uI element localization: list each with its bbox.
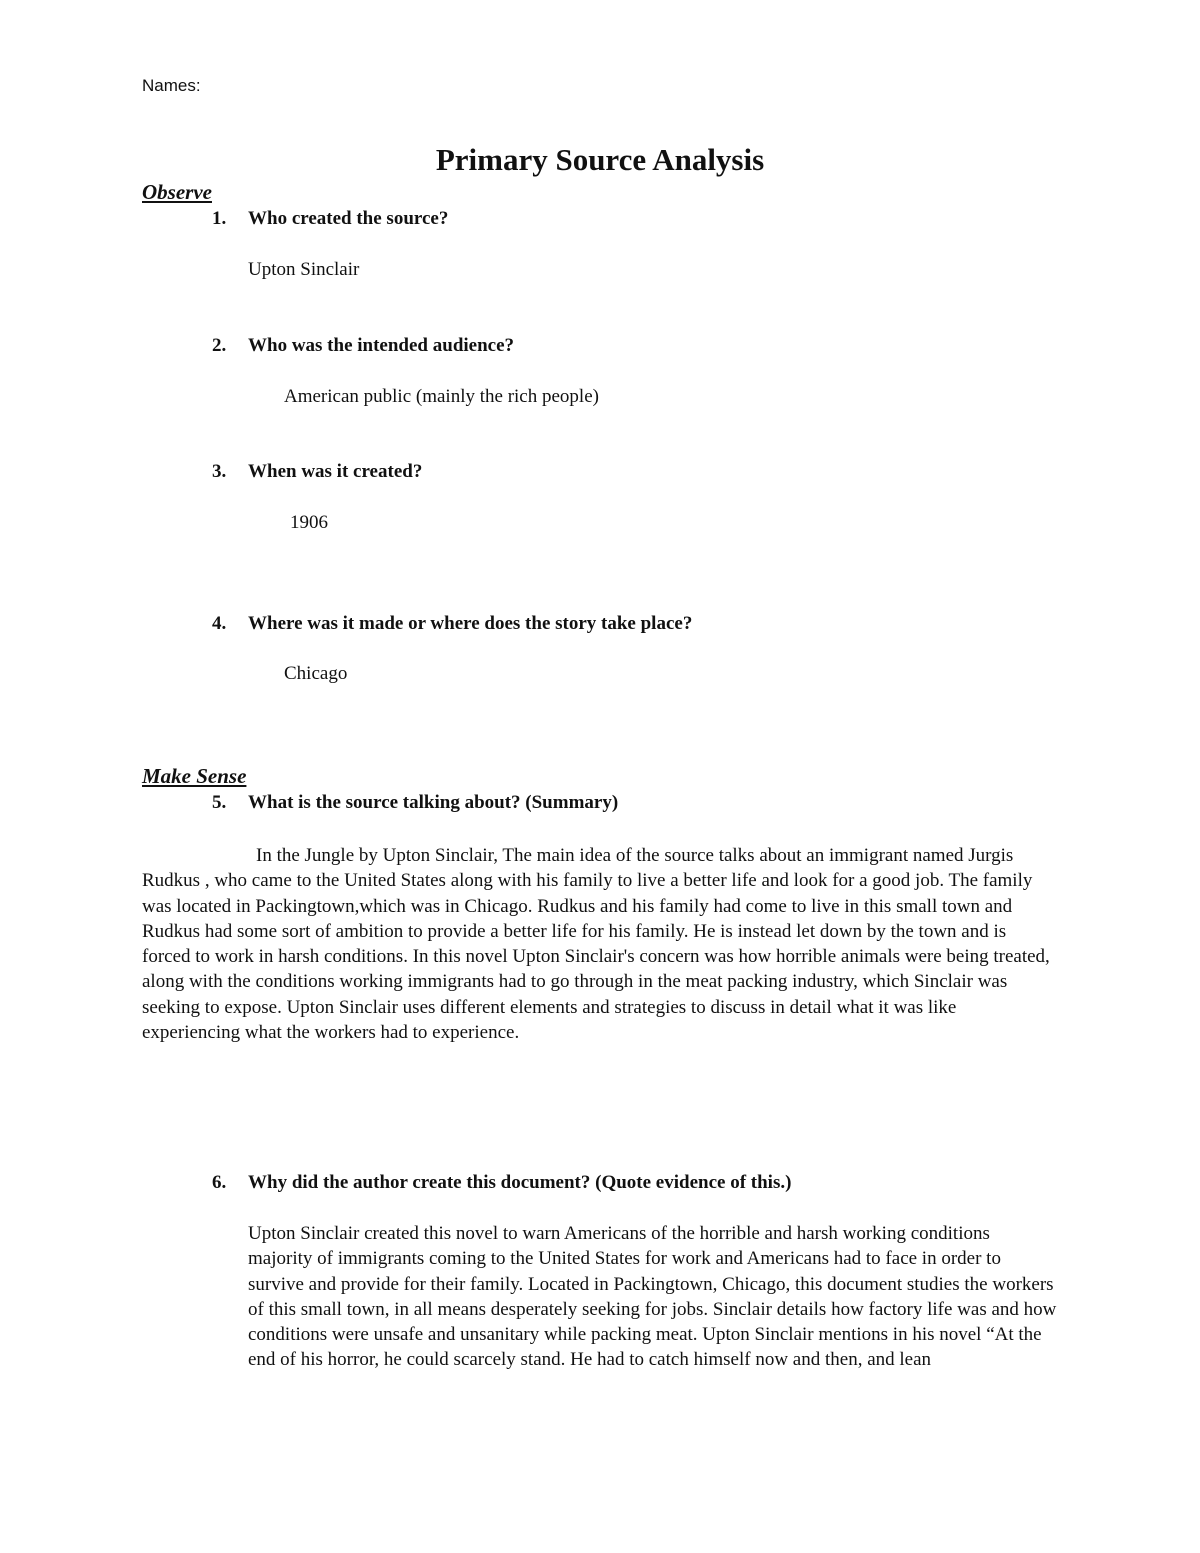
question-number: 5. — [212, 792, 227, 813]
page-title: Primary Source Analysis — [435, 142, 765, 177]
question-text: When was it created? — [248, 461, 423, 482]
answer-1: Upton Sinclair — [248, 259, 360, 280]
answer-2: American public (mainly the rich people) — [284, 386, 599, 407]
question-number: 4. — [212, 613, 227, 634]
question-text: Who was the intended audience? — [248, 335, 515, 356]
question-number: 1. — [212, 208, 227, 229]
question-number: 3. — [212, 461, 227, 482]
question-text: What is the source talking about? (Summary) — [248, 792, 619, 813]
question-number: 2. — [212, 335, 227, 356]
answer-6-paragraph: Upton Sinclair created this novel to warn Americans of the horrible and harsh working conditions majority of immigrants coming to the United States for work and Americans had to face in order to survive and provide for their family. Located in Packingtown, Chicago, this document studies the workers of this small town, in all means desperately seeking for jobs. Sinclair details how factory life was and how conditions were unsafe and unsanitary while packing meat. Upton Sinclair mentions in his novel “At the end of his horror, he could scarcely stand. He had to catch himself now and then, and lean — [248, 1223, 1057, 1371]
section-heading-observe: Observe — [142, 180, 212, 204]
question-text: Where was it made or where does the story take place? — [248, 613, 693, 634]
question-text: Who created the source? — [248, 208, 449, 229]
answer-4: Chicago — [284, 663, 348, 684]
question-text: Why did the author create this document? (Quote evidence of this.) — [248, 1172, 792, 1193]
section-heading-make-sense: Make Sense — [142, 764, 247, 788]
answer-5-paragraph: In the Jungle by Upton Sinclair, The main idea of the source talks about an immigrant named Jurgis Rudkus , who came to the United States along with his family to live a better life and look for a good job. The family was located in Packingtown,which was in Chicago. Rudkus and his family had come to live in this small town and Rudkus had some sort of ambition to provide a better life for his family. He is instead let down by the town and is forced to work in harsh conditions. In this novel Upton Sinclair's concern was how horrible animals were being treated, along with the conditions working immigrants had to go through in the meat packing industry, which Sinclair was seeking to expose. Upton Sinclair uses different elements and strategies to discuss in detail what it was like experiencing what the workers had to experience. — [142, 845, 1050, 1044]
question-number: 6. — [212, 1172, 227, 1193]
answer-3: 1906 — [290, 512, 328, 533]
names-label: Names: — [142, 76, 201, 95]
